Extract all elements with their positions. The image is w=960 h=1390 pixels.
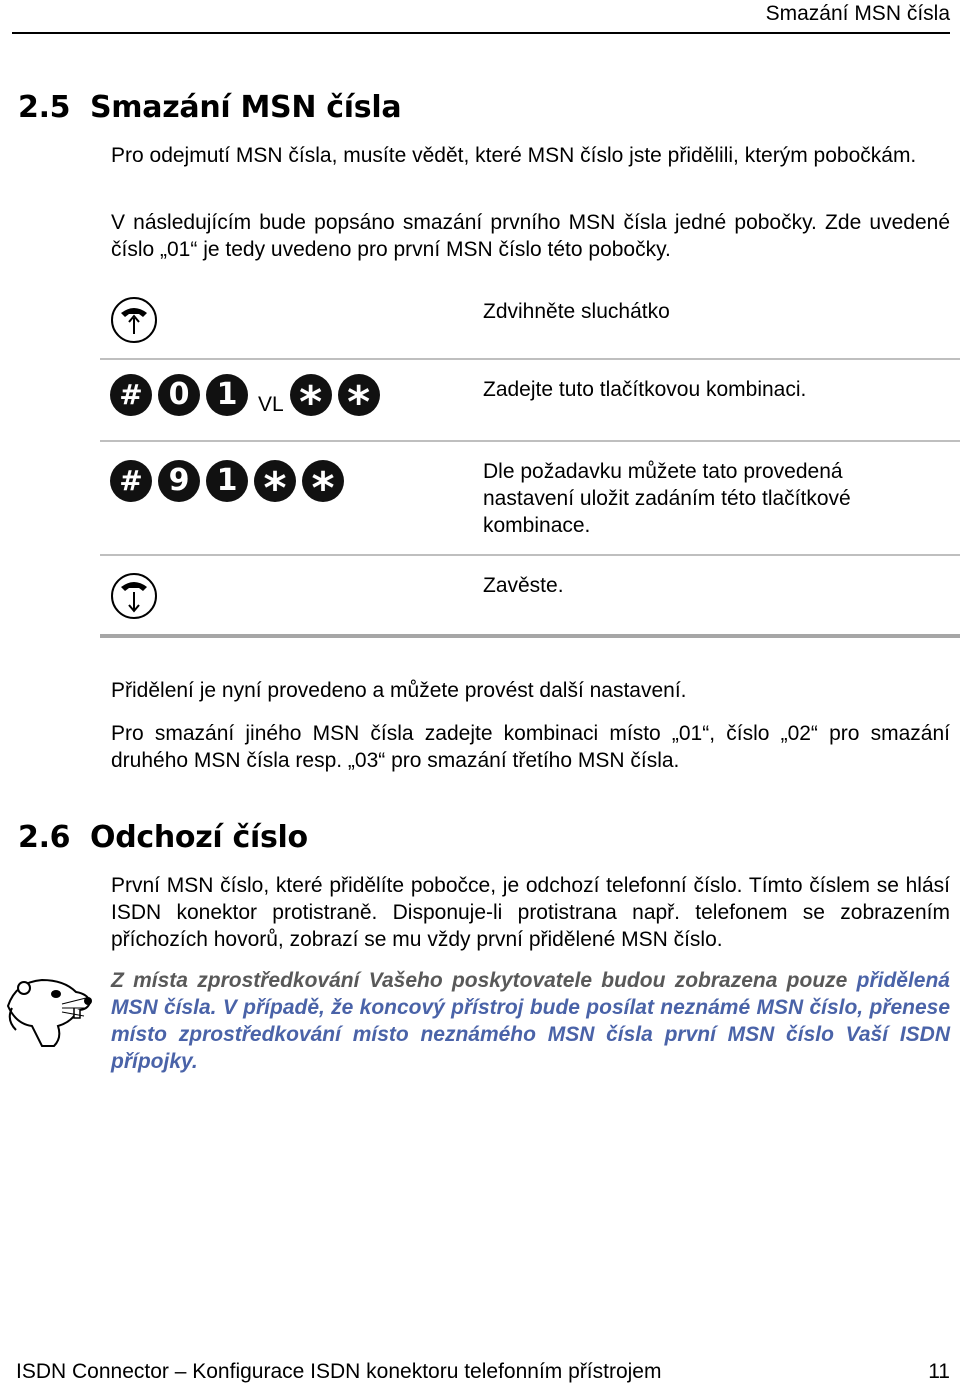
step-row bbox=[100, 360, 960, 442]
page-footer bbox=[16, 1360, 950, 1390]
key-star: * bbox=[290, 374, 332, 416]
paragraph: První MSN číslo, které přidělíte pobočce, je odchozí telefonní číslo. Tímto číslem se hlásí ISDN konektor protistraně. Disponuje-li protistrana např. telefonem se zobrazením příchozích hovorů, zobrazí se mu vždy první přidělené MSN číslo. bbox=[111, 874, 950, 951]
extension-label: VL bbox=[258, 393, 284, 417]
section-title: Smazání MSN čísla bbox=[90, 90, 402, 125]
key-combination bbox=[110, 374, 386, 417]
section-heading-2-5 bbox=[18, 90, 401, 125]
hint-text: Z místa zprostředkování Vašeho poskytovatele budou zobrazena pouze bbox=[111, 969, 857, 992]
paragraph: Přidělení je nyní provedeno a můžete provést další nastavení. bbox=[111, 679, 687, 702]
paragraph: Pro smazání jiného MSN čísla zadejte kombinaci místo „01“, číslo „02“ pro smazání druhého MSN čísla resp. „03“ pro smazání třetího MSN čísla. bbox=[111, 722, 950, 772]
key-digit: 1 bbox=[206, 374, 248, 416]
step-row bbox=[100, 556, 960, 638]
paragraph: Pro odejmutí MSN čísla, musíte vědět, které MSN číslo jste přidělili, kterým pobočkám. bbox=[111, 144, 917, 167]
step-text: Zavěste. bbox=[483, 574, 564, 597]
page-number: 11 bbox=[928, 1360, 950, 1383]
step-row bbox=[100, 282, 960, 360]
footer-title: ISDN Connector – Konfigurace ISDN konektoru telefonním přístrojem bbox=[16, 1360, 662, 1383]
key-star: * bbox=[338, 374, 380, 416]
key-digit: 9 bbox=[158, 460, 200, 502]
section-number: 2.6 bbox=[18, 820, 71, 855]
key-digit: 1 bbox=[206, 460, 248, 502]
section-heading-2-6 bbox=[18, 820, 308, 855]
header-title: Smazání MSN čísla bbox=[765, 2, 950, 25]
key-hash: # bbox=[110, 374, 152, 416]
step-row bbox=[100, 442, 960, 556]
hint-note bbox=[111, 967, 950, 1075]
hint-text-highlight: přidělená MSN čísla. V případě, že koncový přístroj bude posílat neznámé MSN číslo, přenese místo zprostředkování místo neznámého MSN čísla první MSN číslo Vaší ISDN přípojky. bbox=[111, 969, 950, 1073]
step-text: Dle požadavku můžete tato provedená nastavení uložit zadáním této tlačítkové kombinace. bbox=[483, 460, 851, 537]
instruction-steps bbox=[100, 282, 960, 638]
paragraph: V následujícím bude popsáno smazání prvního MSN čísla jedné pobočky. Zde uvedené číslo „01“ je tedy uvedeno pro první MSN číslo této pobočky. bbox=[111, 211, 950, 261]
key-star: * bbox=[302, 460, 344, 502]
key-digit: 0 bbox=[158, 374, 200, 416]
phone-offhook-icon bbox=[110, 296, 158, 349]
section-number: 2.5 bbox=[18, 90, 71, 125]
phone-onhook-icon bbox=[110, 572, 158, 625]
step-text: Zdvihněte sluchátko bbox=[483, 300, 670, 323]
step-text: Zadejte tuto tlačítkovou kombinaci. bbox=[483, 378, 807, 401]
beaver-mascot-icon bbox=[2, 968, 94, 1053]
key-star: * bbox=[254, 460, 296, 502]
section-title: Odchozí číslo bbox=[90, 820, 308, 855]
key-combination bbox=[110, 460, 350, 502]
page-header bbox=[12, 0, 950, 34]
key-hash: # bbox=[110, 460, 152, 502]
